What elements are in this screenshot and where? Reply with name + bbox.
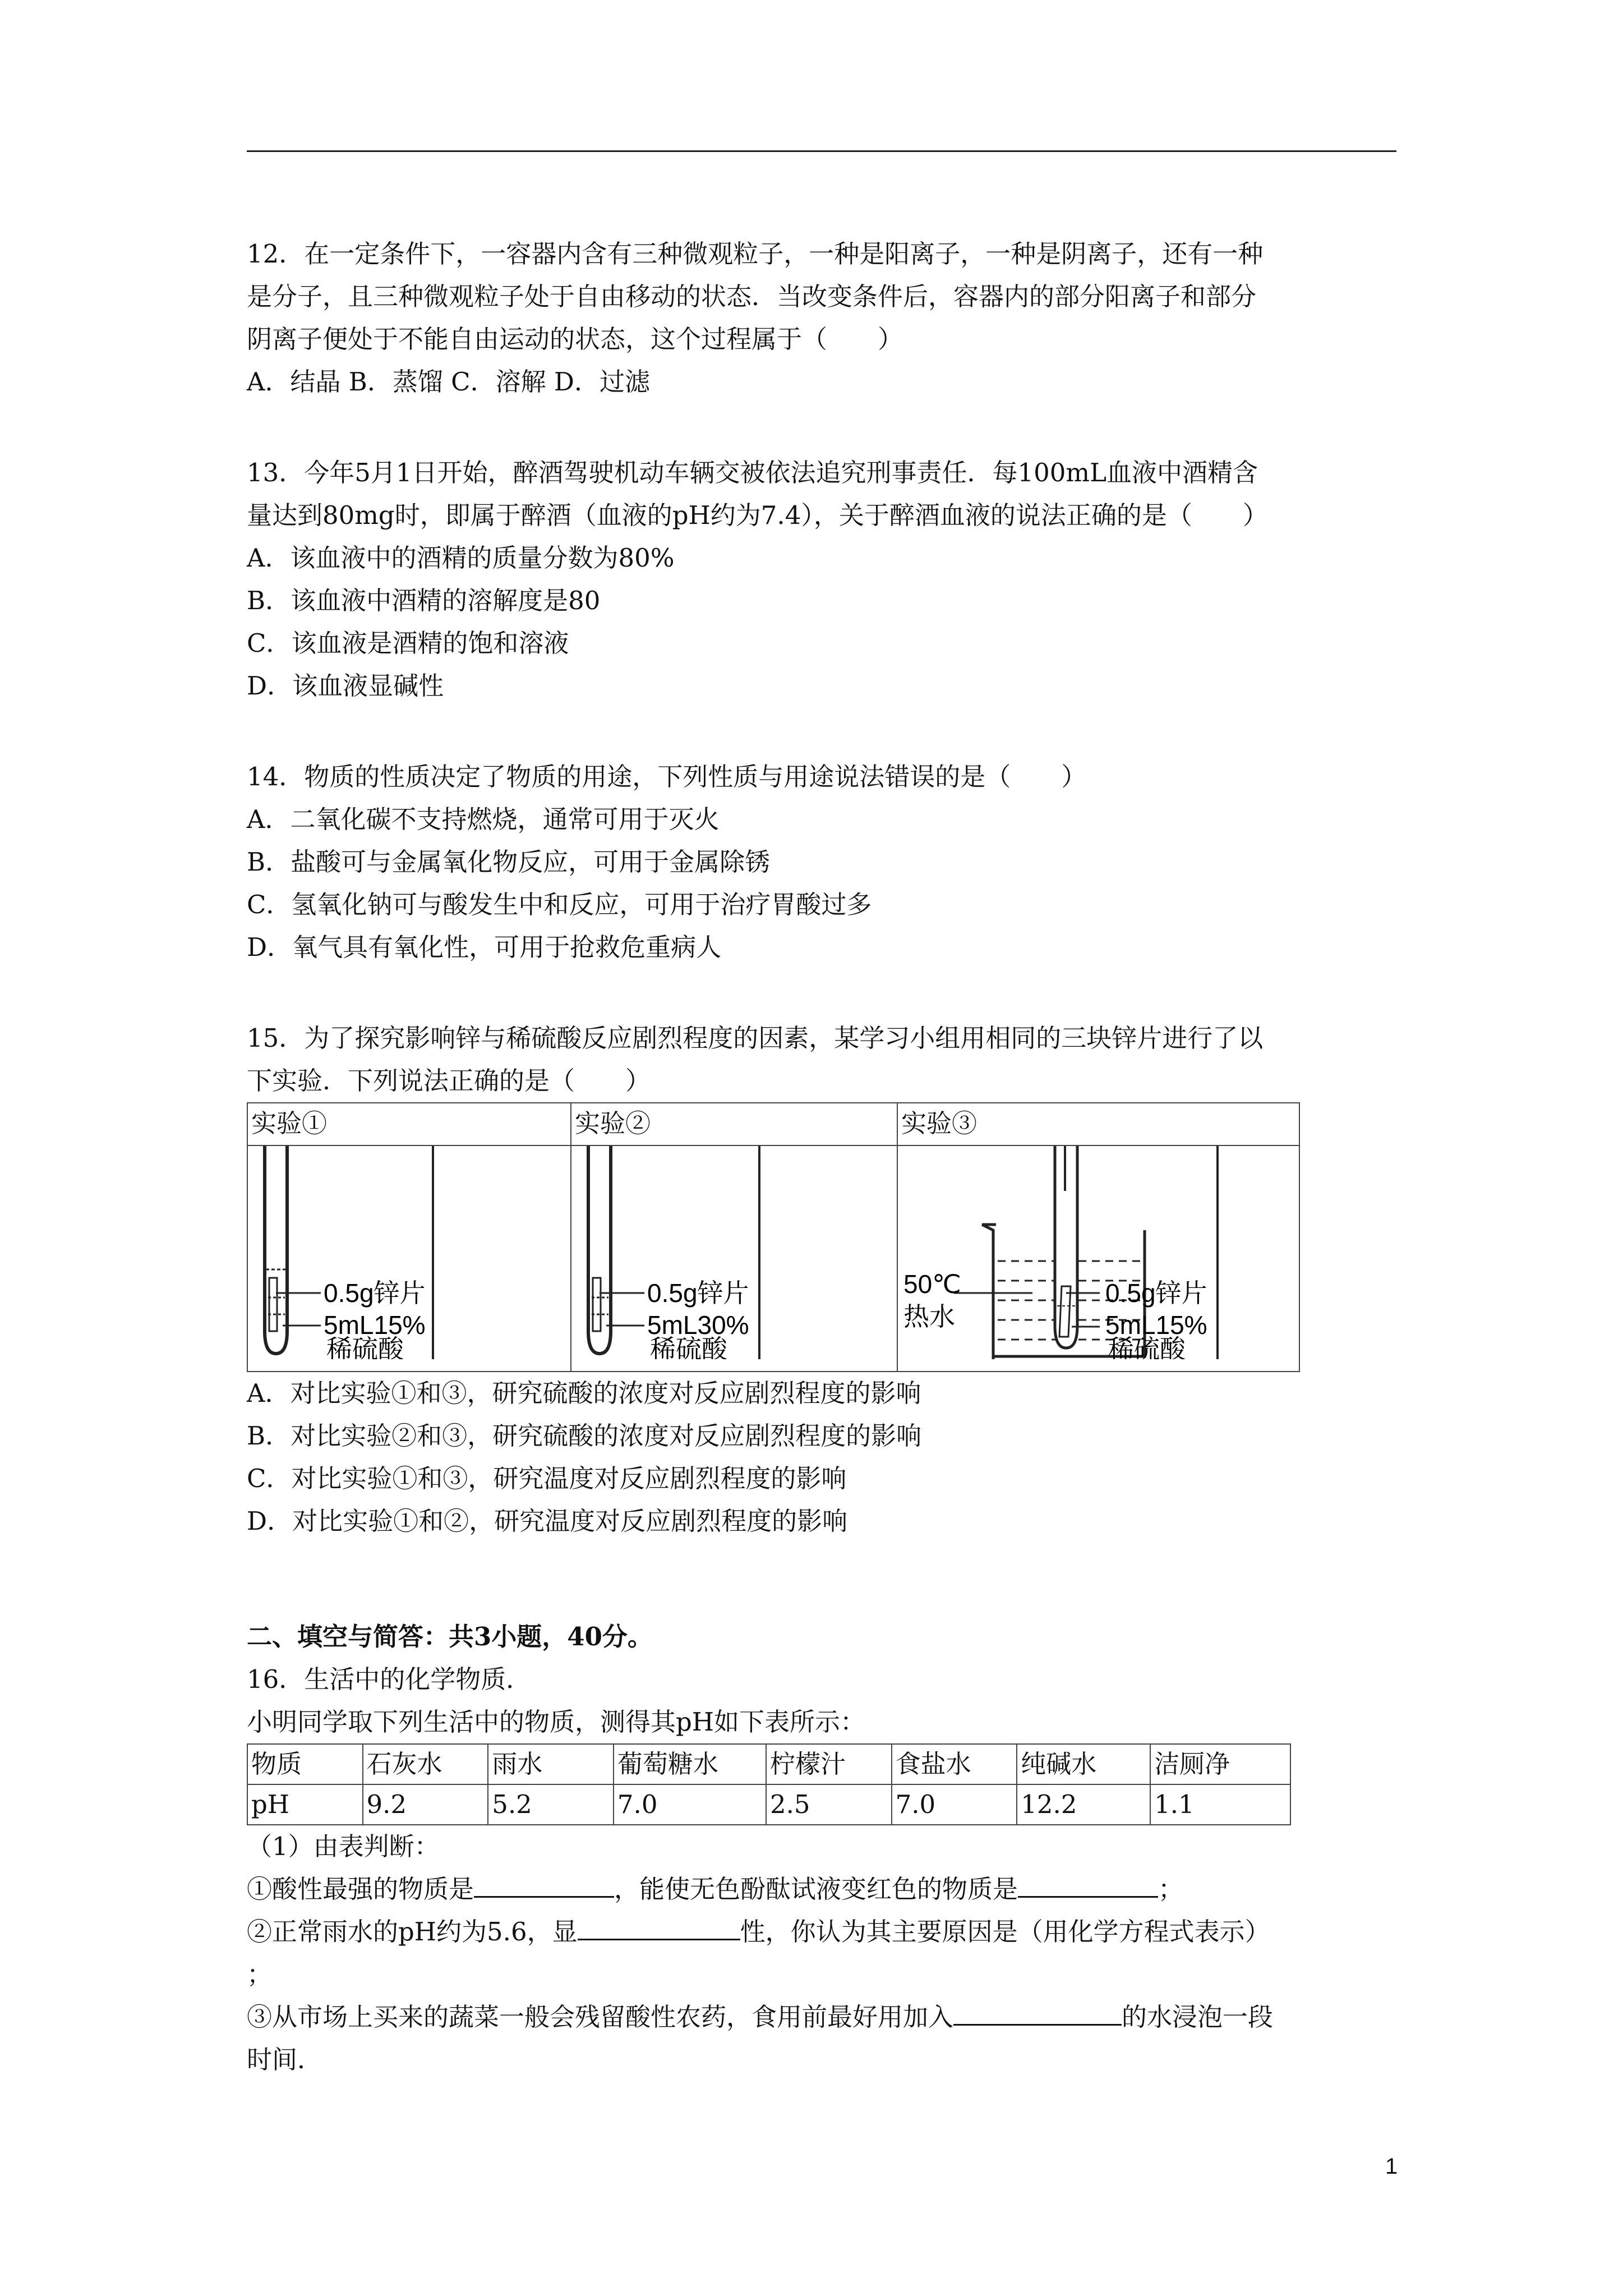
- exp3-header: 实验③: [897, 1103, 1299, 1145]
- q15-option-a: A．对比实验①和③，研究硫酸的浓度对反应剧烈程度的影响: [247, 1378, 921, 1408]
- q16-answer-2-end: ；: [247, 1959, 273, 1989]
- exp1-label-acid: 稀硫酸: [326, 1335, 404, 1359]
- exp2-label-acid-conc: 5mL30%: [647, 1310, 749, 1340]
- ph-cell: 葡萄糖水: [614, 1744, 766, 1784]
- answer-blank[interactable]: [953, 1998, 1122, 2026]
- exp1-figure: [247, 1145, 571, 1372]
- question-15: [247, 1017, 1396, 1543]
- answer-blank[interactable]: [474, 1870, 614, 1898]
- q15-option-b: B．对比实验②和③，研究硫酸的浓度对反应剧烈程度的影响: [247, 1421, 922, 1451]
- question-13: [247, 452, 1396, 707]
- exp2-label-acid: 稀硫酸: [650, 1335, 727, 1359]
- q14-line1: 14．物质的性质决定了物质的用途，下列性质与用途说法错误的是（ ）: [247, 762, 1087, 792]
- ph-cell: pH: [247, 1784, 363, 1825]
- q14-option-b: B．盐酸可与金属氧化物反应，可用于金属除锈: [247, 847, 771, 877]
- section-2-title: 二、填空与简答：共3小题，40分。: [247, 1622, 653, 1651]
- q12-line1: 12．在一定条件下，一容器内含有三种微观粒子，一种是阳离子，一种是阴离子，还有一种: [247, 239, 1264, 269]
- q16-sub1: （1）由表判断：: [247, 1832, 440, 1861]
- content: [247, 233, 1396, 2081]
- q16-line1: 16．生活中的化学物质．: [247, 1664, 532, 1694]
- q13-line2: 量达到80mg时，即属于醉酒（血液的pH约为7.4），关于醉酒血液的说法正确的是（ ）: [247, 500, 1268, 530]
- exp2-figure: [571, 1145, 897, 1372]
- exp3-bath-temp: 50℃: [903, 1269, 961, 1299]
- ph-cell: 9.2: [363, 1784, 488, 1825]
- q16-answer-3-end: 时间．: [247, 2045, 323, 2074]
- test-tube-diagram-1: [248, 1146, 570, 1359]
- ph-table: [247, 1743, 1291, 1825]
- ph-cell: 2.5: [766, 1784, 892, 1825]
- exp3-label-acid: 稀硫酸: [1108, 1335, 1186, 1359]
- exp2-header: 实验②: [571, 1103, 897, 1145]
- ph-cell: 食盐水: [892, 1744, 1017, 1784]
- beaker-diagram: [898, 1146, 1299, 1359]
- ph-cell: 洁厕净: [1150, 1744, 1290, 1784]
- q14-option-c: C．氢氧化钠可与酸发生中和反应，可用于治疗胃酸过多: [247, 890, 872, 919]
- q12-line2: 是分子，且三种微观粒子处于自由移动的状态．当改变条件后，容器内的部分阳离子和部分: [247, 282, 1257, 311]
- q12-options: A．结晶 B．蒸馏 C．溶解 D．过滤: [247, 367, 650, 397]
- q13-option-a: A．该血液中的酒精的质量分数为80%: [247, 543, 675, 573]
- q16-line2: 小明同学取下列生活中的物质，测得其pH如下表所示：: [247, 1707, 866, 1737]
- ph-cell: 柠檬汁: [766, 1744, 892, 1784]
- q16-answer-2: ②正常雨水的pH约为5.6，显 性，你认为其主要原因是（用化学方程式表示）: [247, 1911, 1396, 1953]
- exp3-label-acid-conc: 5mL15%: [1105, 1310, 1207, 1340]
- exp1-header: 实验①: [247, 1103, 571, 1145]
- q16-answer-3: ③从市场上买来的蔬菜一般会残留酸性农药，食用前最好用加入 的水浸泡一段: [247, 1996, 1396, 2039]
- exp3-label-zinc: 0.5g锌片: [1105, 1278, 1207, 1308]
- q13-option-c: C．该血液是酒精的饱和溶液: [247, 628, 569, 658]
- exp1-label-acid-conc: 5mL15%: [324, 1310, 426, 1340]
- experiment-table: [247, 1102, 1300, 1372]
- ph-cell: 物质: [247, 1744, 363, 1784]
- header-rule: [247, 150, 1396, 152]
- ph-cell: 1.1: [1150, 1784, 1290, 1825]
- test-tube-diagram-2: [571, 1146, 897, 1359]
- answer-blank[interactable]: [578, 1913, 740, 1940]
- ph-cell: 7.0: [892, 1784, 1017, 1825]
- q15-line2: 下实验．下列说法正确的是（ ）: [247, 1066, 651, 1096]
- ph-cell: 7.0: [614, 1784, 766, 1825]
- exp1-label-zinc: 0.5g锌片: [324, 1278, 426, 1308]
- ph-cell: 纯碱水: [1017, 1744, 1150, 1784]
- exp3-bath-water: 热水: [903, 1302, 955, 1331]
- ph-table-row-substance: [247, 1744, 1290, 1784]
- q14-option-a: A．二氧化碳不支持燃烧，通常可用于灭火: [247, 804, 720, 834]
- q16-answer-1: ①酸性最强的物质是 ，能使无色酚酞试液变红色的物质是 ；: [247, 1868, 1396, 1911]
- exp3-figure: [897, 1145, 1299, 1372]
- q13-option-b: B．该血液中酒精的溶解度是80: [247, 586, 601, 615]
- ph-cell: 5.2: [488, 1784, 614, 1825]
- ph-cell: 石灰水: [363, 1744, 488, 1784]
- answer-blank[interactable]: [1018, 1870, 1158, 1898]
- q15-line1: 15．为了探究影响锌与稀硫酸反应剧烈程度的因素，某学习小组用相同的三块锌片进行了以: [247, 1023, 1264, 1053]
- q14-option-d: D．氧气具有氧化性，可用于抢救危重病人: [247, 932, 722, 962]
- q15-option-d: D．对比实验①和②，研究温度对反应剧烈程度的影响: [247, 1506, 848, 1536]
- page-number: 1: [1385, 2154, 1398, 2179]
- q13-option-d: D．该血液显碱性: [247, 671, 444, 701]
- ph-cell: 雨水: [488, 1744, 614, 1784]
- q12-line3: 阴离子便处于不能自由运动的状态，这个过程属于（ ）: [247, 324, 903, 354]
- q15-option-c: C．对比实验①和③，研究温度对反应剧烈程度的影响: [247, 1464, 847, 1493]
- question-14: [247, 756, 1396, 969]
- question-12: [247, 233, 1396, 403]
- ph-cell: 12.2: [1017, 1784, 1150, 1825]
- question-16: [247, 1658, 1396, 2081]
- q13-line1: 13．今年5月1日开始，醉酒驾驶机动车辆交被依法追究刑事责任．每100mL血液中酒精含: [247, 458, 1258, 487]
- exp2-label-zinc: 0.5g锌片: [647, 1278, 749, 1308]
- ph-table-row-values: [247, 1784, 1290, 1825]
